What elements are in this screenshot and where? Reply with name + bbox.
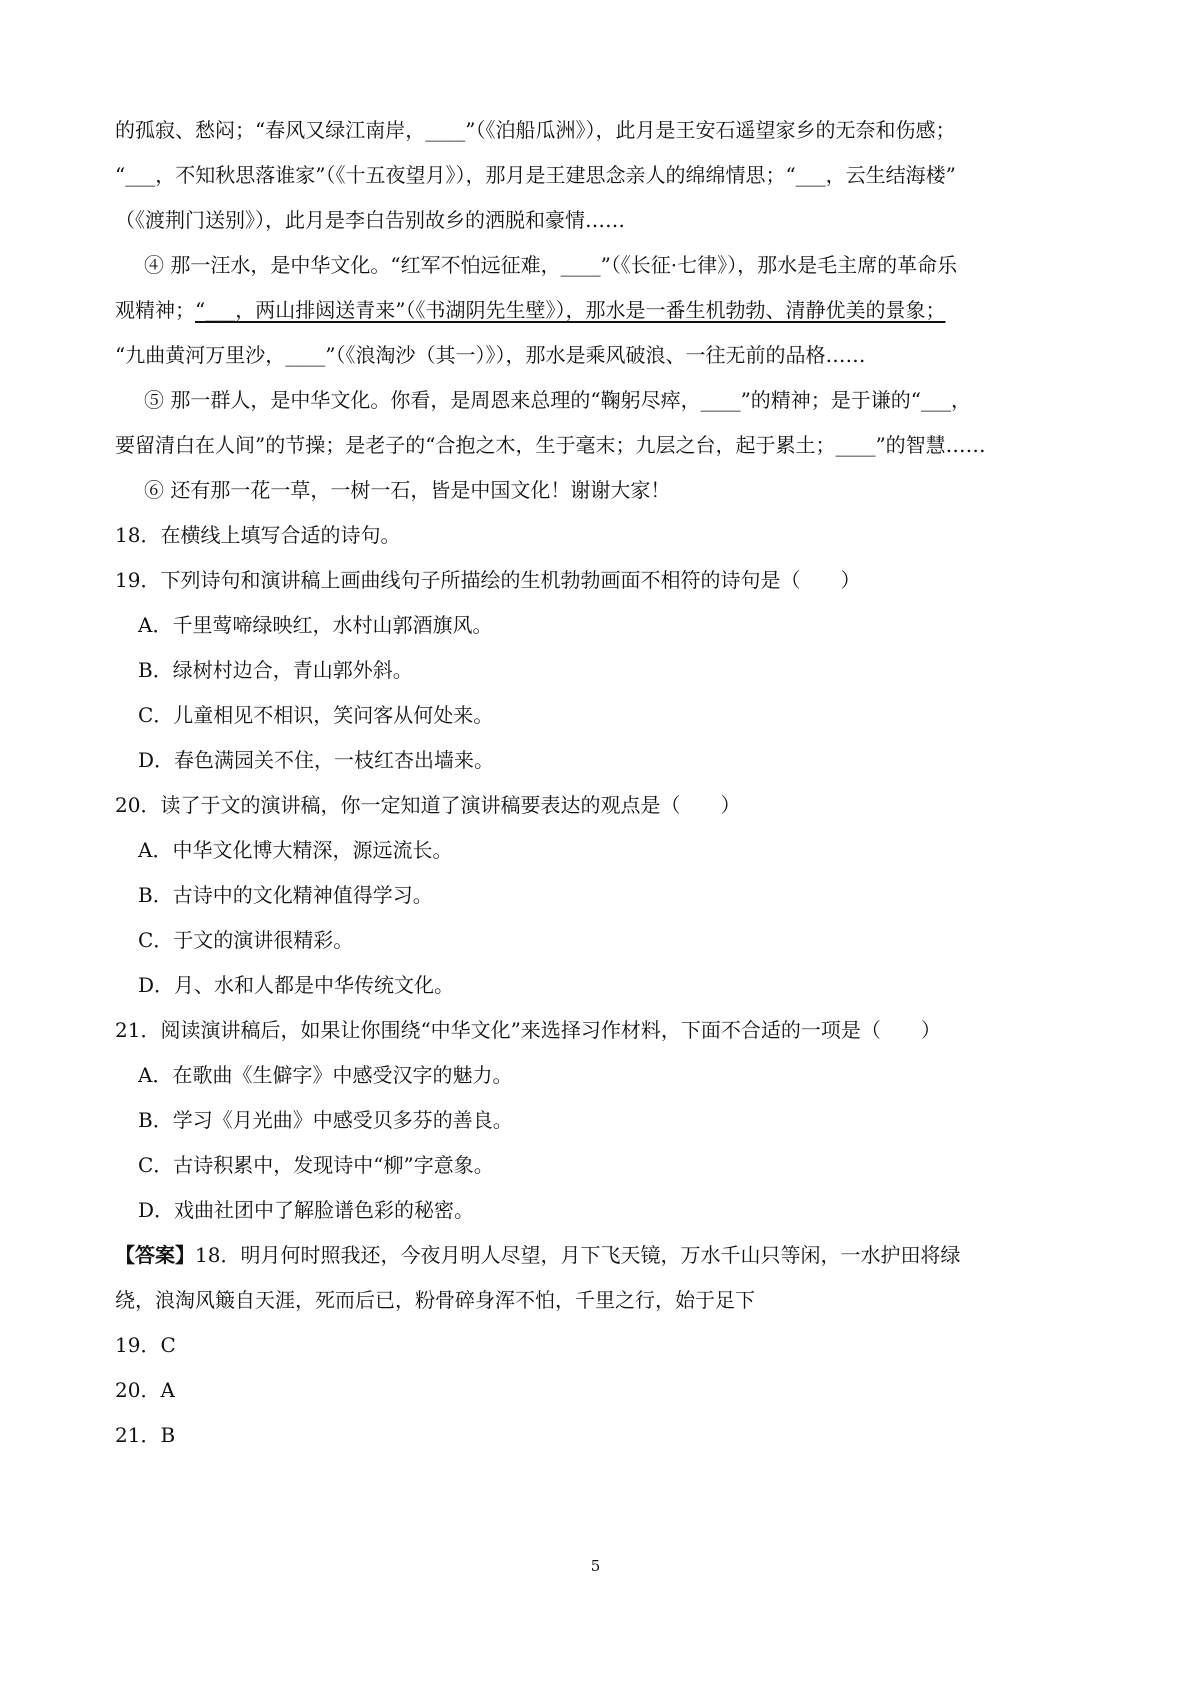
q20-option-c: C．于文的演讲很精彩。 (138, 928, 354, 952)
answer-19: 19．C (115, 1333, 176, 1357)
q21-option-a: A．在歌曲《生僻字》中感受汉字的魅力。 (138, 1063, 513, 1087)
passage-paragraph-4: ④ 那一汪水，是中华文化。“红军不怕远征难，____”（《长征·七律》），那水是毛主席的革命乐 (144, 253, 958, 277)
question-19: 19．下列诗句和演讲稿上画曲线句子所描绘的生机勃勃画面不相符的诗句是（ ） (115, 568, 861, 592)
answer-label: 【答案】 (115, 1243, 195, 1267)
passage-line: 要留清白在人间”的节操；是老子的“合抱之木，生于毫末；九层之台，起于累土；____”的智慧…… (115, 433, 986, 457)
q19-option-b: B．绿树村边合，青山郭外斜。 (138, 658, 413, 682)
question-18: 18．在横线上填写合适的诗句。 (115, 523, 401, 547)
q19-option-c: C．儿童相见不相识，笑问客从何处来。 (138, 703, 494, 727)
question-20: 20．读了于文的演讲稿，你一定知道了演讲稿要表达的观点是（ ） (115, 793, 741, 817)
passage-paragraph-5: ⑤ 那一群人，是中华文化。你看，是周恩来总理的“鞠躬尽瘁，____”的精神；是于谦的“___， (144, 388, 972, 412)
q21-option-c: C．古诗积累中，发现诗中“柳”字意象。 (138, 1153, 494, 1177)
page-number: 5 (590, 1557, 601, 1575)
passage-line: “___，不知秋思落谁家”（《十五夜望月》），那月是王建思念亲人的绵绵情思；“___，云生结海楼” (115, 163, 956, 187)
passage-line: “九曲黄河万里沙，____”（《浪淘沙（其一）》），那水是乘风破浪、一往无前的品格…… (115, 343, 866, 367)
q20-option-b: B．古诗中的文化精神值得学习。 (138, 883, 433, 907)
answer-21: 21．B (115, 1423, 176, 1447)
answer-line (115, 1240, 960, 1270)
answer-20: 20．A (115, 1378, 175, 1402)
answer-18-continued: 绕，浪淘风簸自天涯，死而后已，粉骨碎身浑不怕，千里之行，始于足下 (115, 1288, 755, 1312)
q21-option-d: D．戏曲社团中了解脸谱色彩的秘密。 (138, 1198, 475, 1222)
q21-option-b: B．学习《月光曲》中感受贝多芬的善良。 (138, 1108, 513, 1132)
q20-option-a: A．中华文化博大精深，源远流长。 (138, 838, 453, 862)
passage-text: 观精神； (115, 298, 195, 322)
passage-line: 的孤寂、愁闷；“春风又绿江南岸，____”（《泊船瓜洲》），此月是王安石遥望家乡的无奈和伤感； (115, 118, 956, 142)
answer-18-text: 18．明月何时照我还，今夜月明人尽望，月下飞天镜，万水千山只等闲，一水护田将绿 (195, 1243, 961, 1267)
passage-line (115, 295, 945, 325)
passage-paragraph-6: ⑥ 还有那一花一草，一树一石，皆是中国文化！谢谢大家！ (144, 478, 671, 502)
q19-option-a: A．千里莺啼绿映红，水村山郭酒旗风。 (138, 613, 493, 637)
q19-option-d: D．春色满园关不住，一枝红杏出墙来。 (138, 748, 495, 772)
q20-option-d: D．月、水和人都是中华传统文化。 (138, 973, 455, 997)
question-21: 21．阅读演讲稿后，如果让你围绕“中华文化”来选择习作材料，下面不合适的一项是（ ） (115, 1018, 941, 1042)
passage-line: （《渡荆门送别》），此月是李白告别故乡的洒脱和豪情…… (115, 208, 625, 232)
curved-underlined-sentence: “___，两山排闼送青来”（《书湖阴先生壁》），那水是一番生机勃勃、清静优美的景象； (195, 298, 946, 322)
